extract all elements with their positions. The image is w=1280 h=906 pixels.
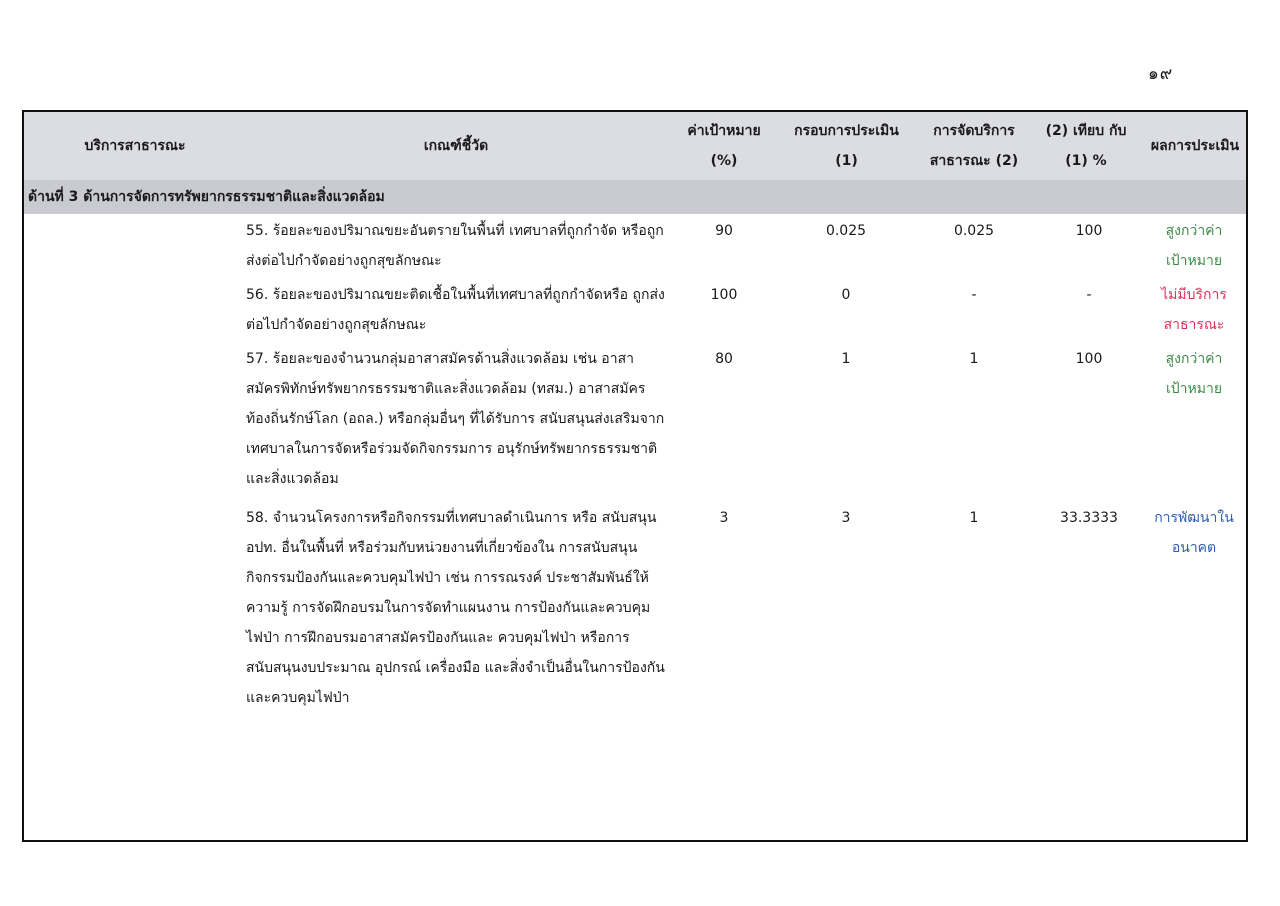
assessment-table (22, 110, 1248, 842)
target-value: 90 (715, 223, 733, 239)
header-target: ค่าเป้าหมาย (%) (687, 123, 761, 169)
target-value: 100 (710, 287, 738, 303)
criterion-text: 58. จำนวนโครงการหรือกิจกรรมที่เทศบาลดำเนินการ หรือ สนับสนุน อปท. อื่นในพื้นที่ หรือร่วมกับหน่วยงานที่เกี่ยวข้องใน การสนับสนุนกิจกรรมป้องกันและควบคุมไฟป่า เช่น การรณรงค์ ประชาสัมพันธ์ให้ความรู้ การจัดฝึกอบรมในการจัดทำแผนงาน การป้องกันและควบคุมไฟป่า การฝึกอบรมอาสาสมัครป้องกันและ ควบคุมไฟป่า หรือการสนับสนุนงบประมาณ อุปกรณ์ เครื่องมือ และสิ่งจำเป็นอื่นในการป้องกันและควบคุมไฟป่า (246, 510, 665, 706)
provision-value: 1 (969, 510, 979, 526)
provision-value: 0.025 (953, 223, 995, 239)
criterion-text: 57. ร้อยละของจำนวนกลุ่มอาสาสมัครด้านสิ่งแวดล้อม เช่น อาสาสมัครพิทักษ์ทรัพยากรธรรมชาติและสิ่งแวดล้อม (ทสม.) อาสาสมัครท้องถิ่นรักษ์โลก (อถล.) หรือกลุ่มอื่นๆ ที่ได้รับการ สนับสนุนส่งเสริมจากเทศบาลในการจัดหรือร่วมจัดกิจกรรมการ อนุรักษ์ทรัพยากรธรรมชาติและสิ่งแวดล้อม (246, 351, 665, 487)
provision-value: 1 (969, 351, 979, 367)
result-status: สูงกว่าค่า เป้าหมาย (1165, 223, 1223, 269)
frame-value: 3 (841, 510, 851, 526)
compare-value: 100 (1075, 351, 1103, 367)
frame-value: 0.025 (825, 223, 867, 239)
header-frame: กรอบการประเมิน (1) (794, 123, 899, 169)
header-provision: การจัดบริการ สาธารณะ (2) (929, 123, 1019, 169)
header-criteria: เกณฑ์ชี้วัด (423, 138, 489, 154)
result-status: สูงกว่าค่า เป้าหมาย (1165, 351, 1223, 397)
result-status: ไม่มีบริการ สาธารณะ (1161, 287, 1227, 333)
table-header (24, 112, 1246, 180)
frame-value: 0 (841, 287, 851, 303)
provision-value: - (971, 287, 977, 303)
compare-value: - (1086, 287, 1092, 303)
target-value: 80 (715, 351, 733, 367)
target-value: 3 (719, 510, 729, 526)
criterion-text: 55. ร้อยละของปริมาณขยะอันตรายในพื้นที่ เทศบาลที่ถูกกำจัด หรือถูกส่งต่อไปกำจัดอย่างถูกสุขลักษณะ (246, 223, 664, 269)
page-number: ๑๙ (1148, 64, 1174, 84)
frame-value: 1 (841, 351, 851, 367)
header-service: บริการสาธารณะ (84, 138, 186, 154)
criterion-text: 56. ร้อยละของปริมาณขยะติดเชื้อในพื้นที่เทศบาลที่ถูกกำจัดหรือ ถูกส่งต่อไปกำจัดอย่างถูกสุขลักษณะ (246, 287, 665, 333)
compare-value: 33.3333 (1060, 510, 1118, 526)
header-result: ผลการประเมิน (1150, 138, 1240, 154)
compare-value: 100 (1075, 223, 1103, 239)
result-status: การพัฒนาใน อนาคต (1154, 510, 1234, 556)
header-compare: (2) เทียบ กับ (1) % (1045, 123, 1127, 169)
section-title: ด้านที่ 3 ด้านการจัดการทรัพยากรธรรมชาติและสิ่งแวดล้อม (24, 180, 1246, 214)
